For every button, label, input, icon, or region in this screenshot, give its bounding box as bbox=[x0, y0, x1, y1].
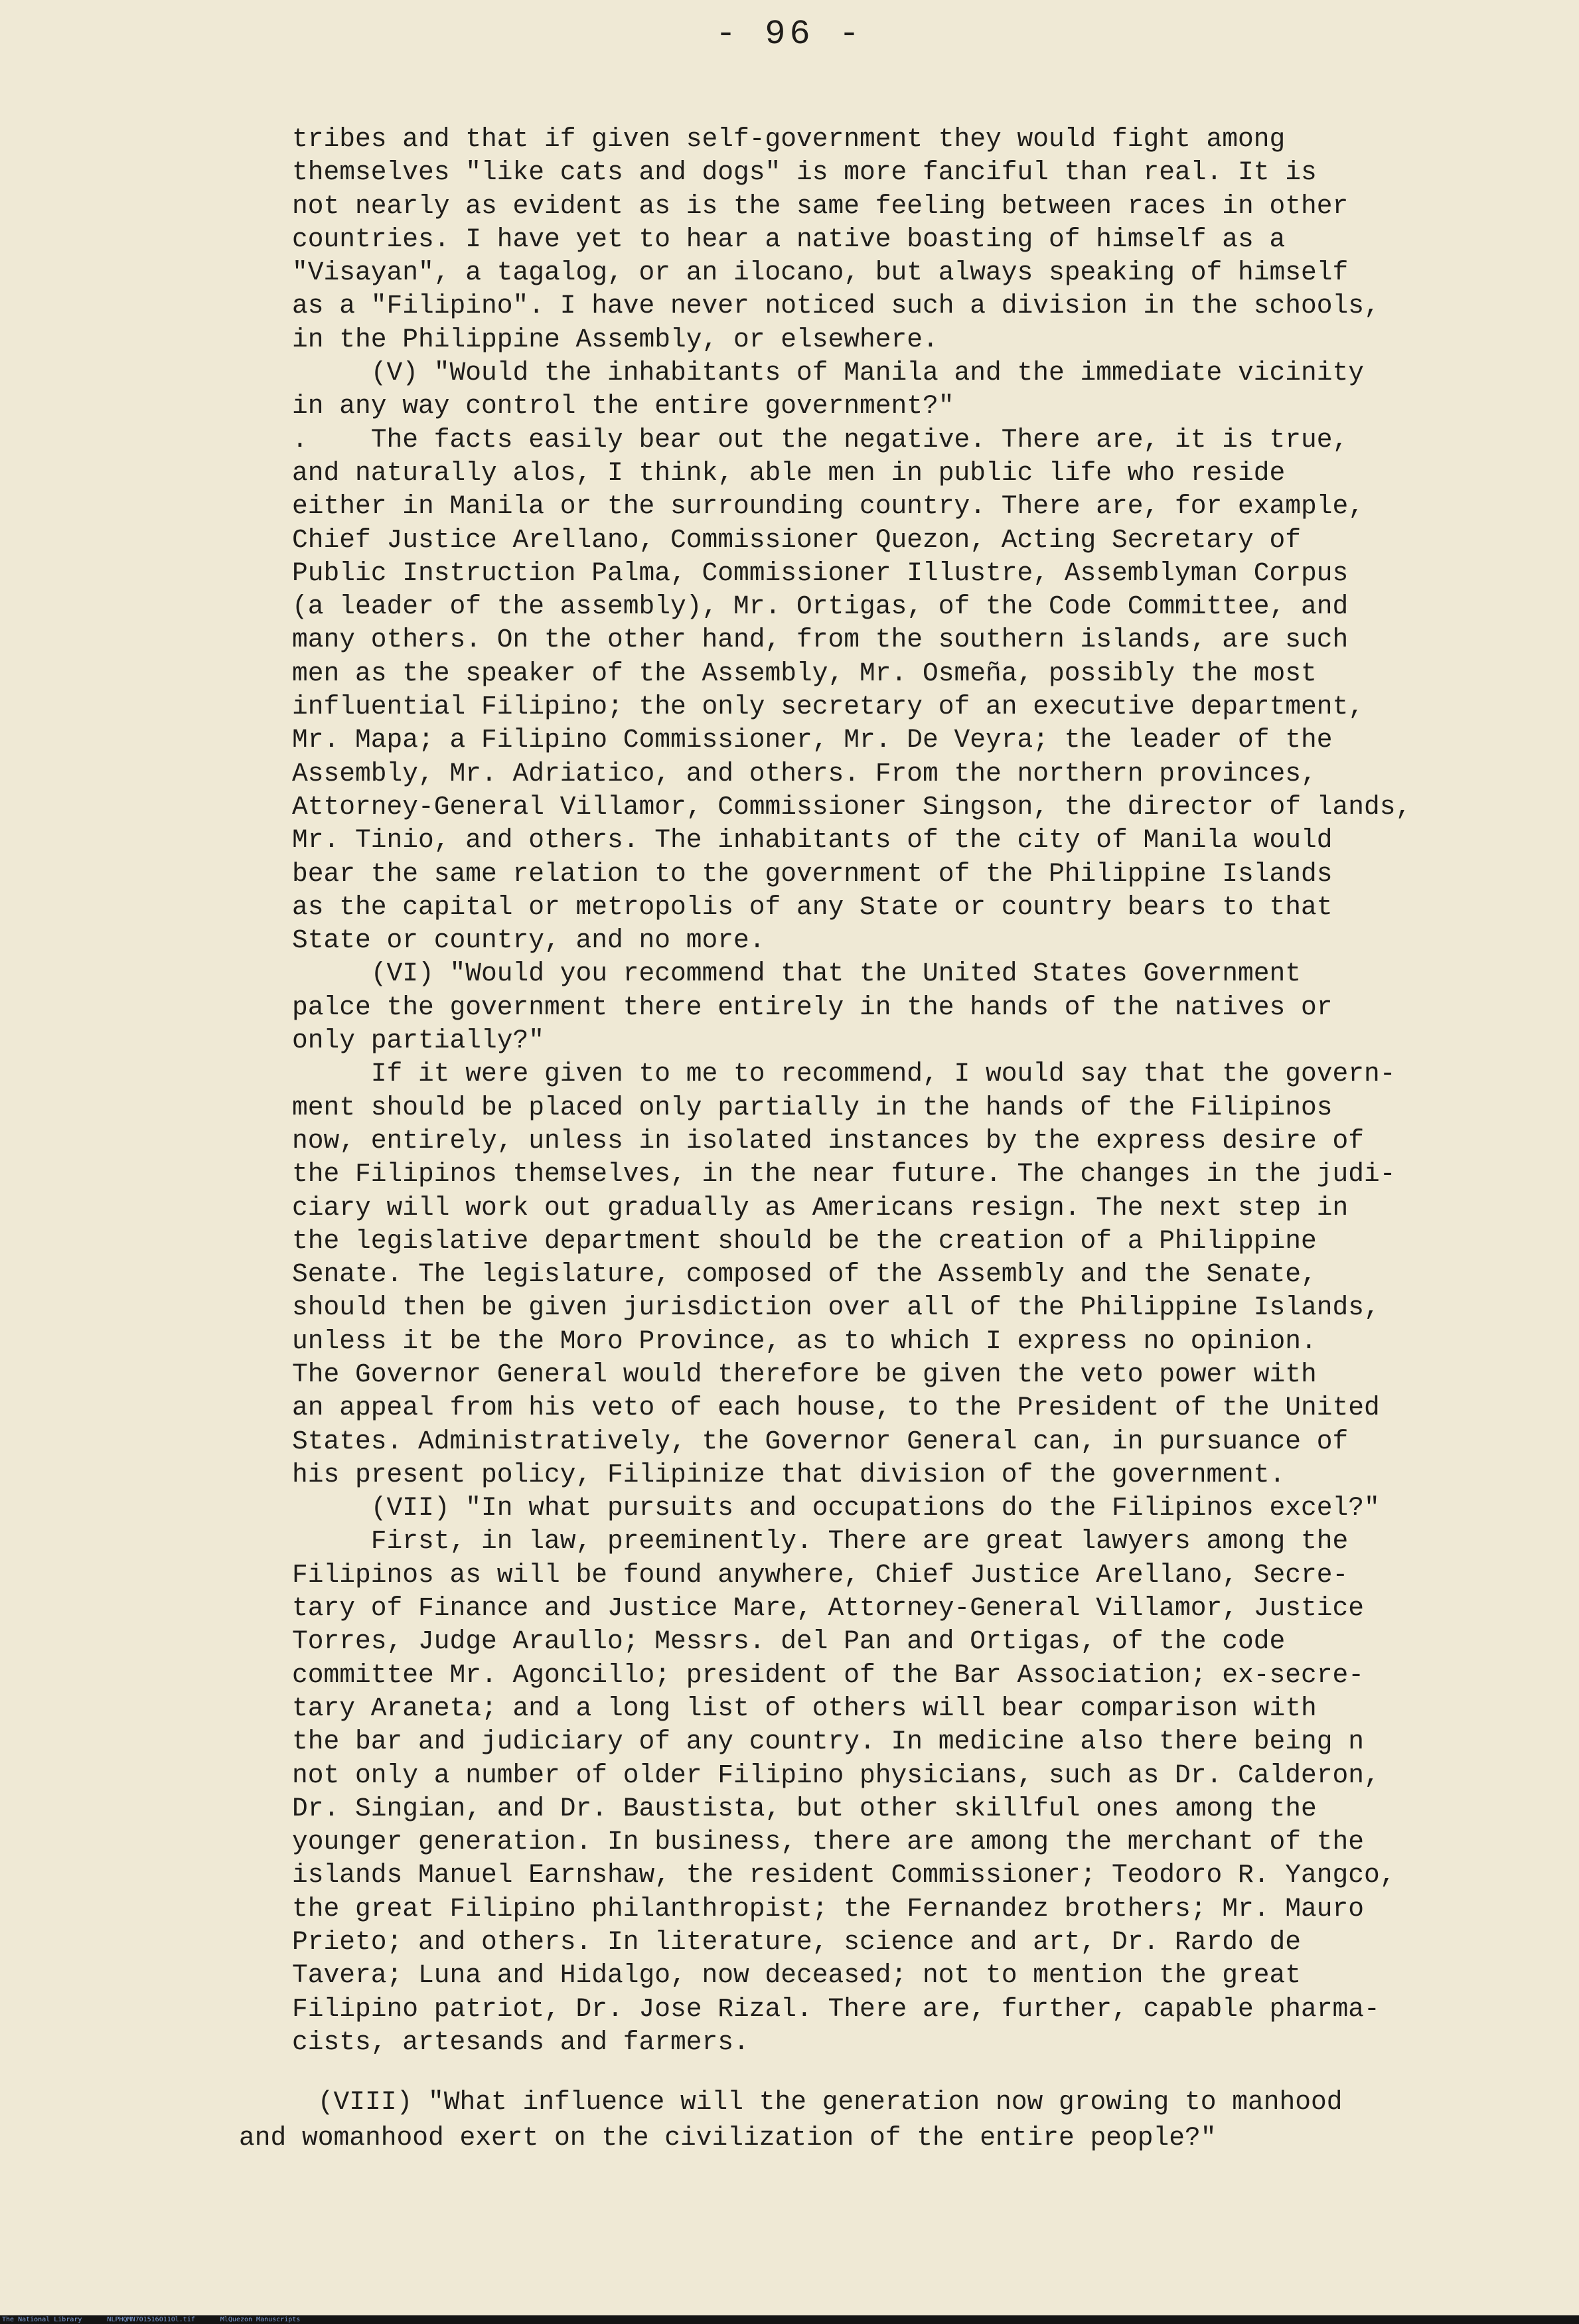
question-line: and womanhood exert on the civilization of the entire people?" bbox=[239, 2123, 1217, 2153]
text-line: the bar and judiciary of any country. In medicine also there being n bbox=[292, 1727, 1365, 1757]
text-line: ciary will work out gradually as Americans resign. The next step in bbox=[292, 1192, 1349, 1223]
text-line: The Governor General would therefore be given the veto power with bbox=[292, 1359, 1317, 1389]
text-line: bear the same relation to the government of the Philippine Islands bbox=[292, 858, 1333, 889]
text-line: Filipino patriot, Dr. Jose Rizal. There are, further, capable pharma- bbox=[292, 1993, 1380, 2024]
text-line: (a leader of the assembly), Mr. Ortigas, of the Code Committee, and bbox=[292, 591, 1349, 622]
text-line: the Filipinos themselves, in the near future. The changes in the judi- bbox=[292, 1159, 1396, 1190]
text-line: and naturally alos, I think, able men in public life who reside bbox=[292, 457, 1286, 488]
text-line: Prieto; and others. In literature, science and art, Dr. Rardo de bbox=[292, 1927, 1302, 1958]
text-line: influential Filipino; the only secretary of an executive department, bbox=[292, 692, 1365, 722]
text-line: "Visayan", a tagalog, or an ilocano, but always speaking of himself bbox=[292, 258, 1349, 288]
text-line: Filipinos as will be found anywhere, Chief Justice Arellano, Secre- bbox=[292, 1559, 1349, 1590]
text-line: (VI) "Would you recommend that the United States Government bbox=[292, 959, 1302, 989]
body-text bbox=[292, 123, 1527, 2059]
text-line: younger generation. In business, there are among the merchant of the bbox=[292, 1827, 1365, 1857]
page-number: - 96 - bbox=[715, 15, 864, 54]
question-line: (VIII) "What influence will the generation now growing to manhood bbox=[239, 2087, 1343, 2117]
text-line: themselves "like cats and dogs" is more fanciful than real. It is bbox=[292, 157, 1317, 188]
text-line: tary Araneta; and a long list of others will bear comparison with bbox=[292, 1693, 1317, 1723]
text-line: First, in law, preeminently. There are great lawyers among the bbox=[292, 1526, 1349, 1557]
text-line: (V) "Would the inhabitants of Manila and the immediate vicinity bbox=[292, 358, 1365, 388]
text-line: Chief Justice Arellano, Commissioner Quezon, Acting Secretary of bbox=[292, 524, 1302, 555]
text-line: now, entirely, unless in isolated instances by the express desire of bbox=[292, 1125, 1365, 1156]
text-line: States. Administratively, the Governor General can, in pursuance of bbox=[292, 1426, 1349, 1456]
question-viii bbox=[239, 2084, 1540, 2156]
text-line: Attorney-General Villamor, Commissioner Singson, the director of lands, bbox=[292, 791, 1412, 822]
text-line: Mr. Mapa; a Filipino Commissioner, Mr. De Veyra; the leader of the bbox=[292, 725, 1333, 755]
text-line: not nearly as evident as is the same feeling between races in other bbox=[292, 191, 1349, 221]
text-line: Assembly, Mr. Adriatico, and others. From the northern provinces, bbox=[292, 758, 1317, 789]
footer-text bbox=[2, 2316, 325, 2323]
text-line: cists, artesands and farmers. bbox=[292, 2027, 749, 2057]
text-line: . The facts easily bear out the negative. There are, it is true, bbox=[292, 424, 1349, 455]
text-line: in any way control the entire government?" bbox=[292, 391, 954, 422]
text-line: (VII) "In what pursuits and occupations do the Filipinos excel?" bbox=[292, 1493, 1380, 1523]
text-line: not only a number of older Filipino physicians, such as Dr. Calderon, bbox=[292, 1760, 1380, 1790]
text-line: If it were given to me to recommend, I would say that the govern- bbox=[292, 1059, 1396, 1089]
text-line: men as the speaker of the Assembly, Mr. Osmeña, possibly the most bbox=[292, 658, 1317, 688]
text-line: Torres, Judge Araullo; Messrs. del Pan and Ortigas, of the code bbox=[292, 1626, 1286, 1657]
text-line: many others. On the other hand, from the southern islands, are such bbox=[292, 625, 1349, 655]
text-line: countries. I have yet to hear a native boasting of himself as a bbox=[292, 224, 1286, 254]
footer-collection: MlQuezon Manuscripts bbox=[220, 2316, 301, 2323]
text-line: unless it be the Moro Province, as to which I express no opinion. bbox=[292, 1326, 1317, 1356]
text-line: Tavera; Luna and Hidalgo, now deceased; not to mention the great bbox=[292, 1960, 1302, 1991]
text-line: ment should be placed only partially in the hands of the Filipinos bbox=[292, 1092, 1333, 1123]
text-line: as a "Filipino". I have never noticed such a division in the schools, bbox=[292, 291, 1380, 321]
text-line: islands Manuel Earnshaw, the resident Commissioner; Teodoro R. Yangco, bbox=[292, 1860, 1396, 1891]
text-line: Dr. Singian, and Dr. Baustista, but other skillful ones among the bbox=[292, 1793, 1317, 1823]
text-line: Public Instruction Palma, Commissioner Illustre, Assemblyman Corpus bbox=[292, 558, 1349, 588]
text-line: palce the government there entirely in the hands of the natives or bbox=[292, 992, 1333, 1022]
text-line: committee Mr. Agoncillo; president of the Bar Association; ex-secre- bbox=[292, 1660, 1365, 1690]
text-line: should then be given jurisdiction over all of the Philippine Islands, bbox=[292, 1292, 1380, 1323]
text-line: his present policy, Filipinize that division of the government. bbox=[292, 1459, 1286, 1490]
text-line: Senate. The legislature, composed of the Assembly and the Senate, bbox=[292, 1259, 1317, 1290]
text-line: only partially?" bbox=[292, 1026, 545, 1056]
text-line: tary of Finance and Justice Mare, Attorney-General Villamor, Justice bbox=[292, 1593, 1365, 1624]
text-line: State or country, and no more. bbox=[292, 925, 765, 956]
footer-file-id: NLPHQMN7015160110l.tif bbox=[107, 2316, 195, 2323]
text-line: tribes and that if given self-government they would fight among bbox=[292, 124, 1286, 154]
text-line: the great Filipino philanthropist; the Fernandez brothers; Mr. Mauro bbox=[292, 1893, 1365, 1924]
text-line: as the capital or metropolis of any State or country bears to that bbox=[292, 891, 1333, 922]
text-line: Mr. Tinio, and others. The inhabitants of the city of Manila would bbox=[292, 825, 1333, 856]
text-line: an appeal from his veto of each house, to the President of the United bbox=[292, 1393, 1380, 1423]
text-line: the legislative department should be the creation of a Philippine bbox=[292, 1225, 1317, 1256]
text-line: in the Philippine Assembly, or elsewhere. bbox=[292, 324, 939, 354]
footer-library: The National Library bbox=[2, 2316, 82, 2323]
text-line: either in Manila or the surrounding country. There are, for example, bbox=[292, 491, 1365, 522]
